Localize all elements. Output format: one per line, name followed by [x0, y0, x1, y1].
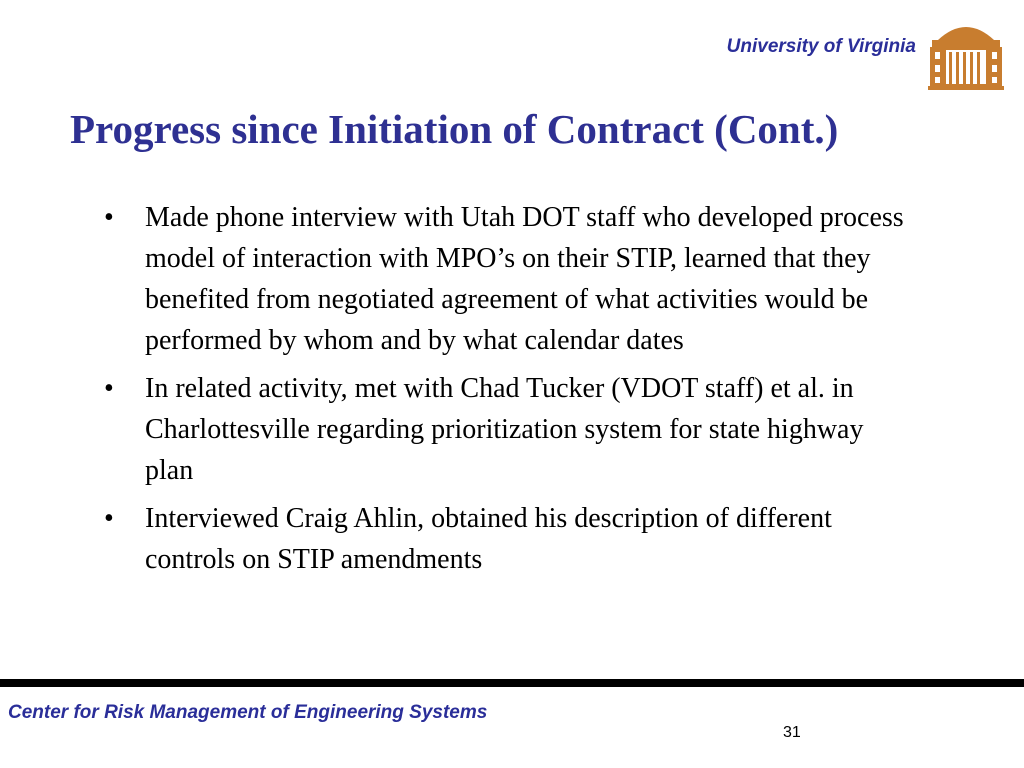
bullet-text: Interviewed Craig Ahlin, obtained his description of different controls on STIP amendments [145, 503, 832, 575]
slide-title: Progress since Initiation of Contract (Cont.) [70, 106, 839, 152]
footer-center-name: Center for Risk Management of Engineering Systems [8, 702, 488, 723]
rotunda-logo-icon [928, 16, 1004, 90]
bullet-text: Made phone interview with Utah DOT staff who developed process model of interaction with MPO’s on their STIP, learned that they benefited from negotiated agreement of what activities would be performed by whom and by what calendar dates [145, 202, 904, 356]
bullet-marker: • [104, 503, 114, 534]
bullet-marker: • [104, 373, 114, 404]
bullet-item [104, 368, 924, 491]
bullet-item [104, 197, 924, 361]
bullet-item [104, 498, 924, 580]
bullet-marker: • [104, 202, 114, 233]
page-number: 31 [783, 724, 801, 741]
bullet-list [104, 197, 924, 587]
bullet-text: In related activity, met with Chad Tucker (VDOT staff) et al. in Charlottesville regarding prioritization system for state highway plan [145, 373, 864, 486]
university-name: University of Virginia [726, 36, 916, 57]
footer-divider [0, 679, 1024, 687]
